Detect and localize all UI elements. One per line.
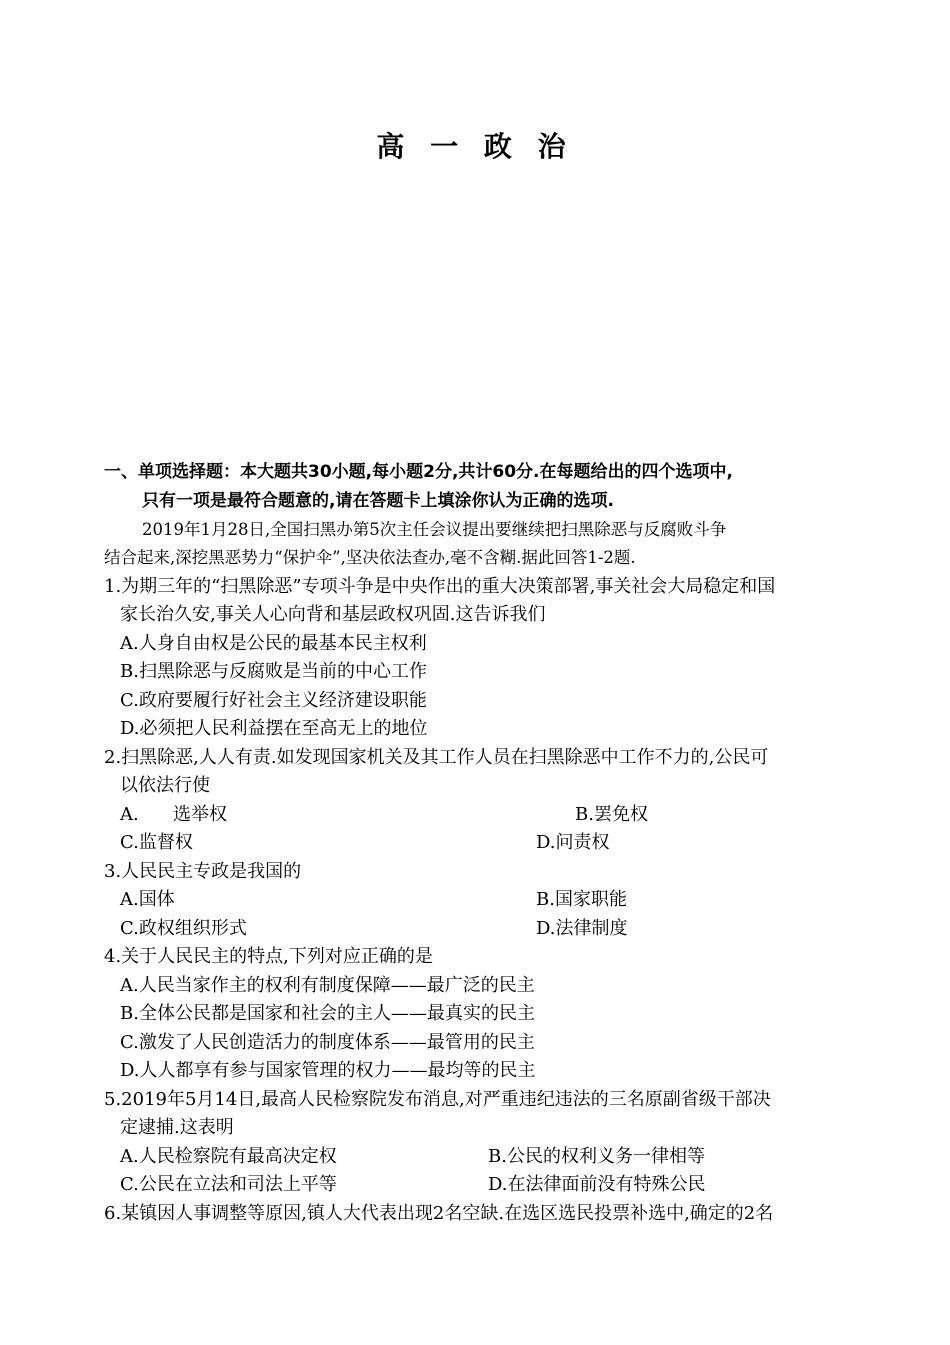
question-5-option-b: B.公民的权利义务一律相等 bbox=[488, 1146, 705, 1167]
question-1-stem-line-1: 1.为期三年的“扫黑除恶”专项斗争是中央作出的重大决策部署,事关社会大局稳定和国 bbox=[104, 576, 776, 597]
question-5-stem-line-2: 定逮捕.这表明 bbox=[120, 1117, 234, 1138]
question-1-stem-line-2: 家长治久安,事关人心向背和基层政权巩固.这告诉我们 bbox=[120, 604, 546, 625]
question-3-option-b: B.国家职能 bbox=[536, 889, 627, 910]
question-1-option-c: C.政府要履行好社会主义经济建设职能 bbox=[120, 690, 427, 711]
question-3-option-c: C.政权组织形式 bbox=[120, 918, 247, 939]
question-2-stem-line-2: 以依法行使 bbox=[120, 775, 210, 796]
question-5-option-c: C.公民在立法和司法上平等 bbox=[120, 1174, 337, 1195]
question-4-option-c: C.激发了人民创造活力的制度体系——最管用的民主 bbox=[120, 1032, 535, 1053]
question-3-option-a: A.国体 bbox=[120, 889, 175, 910]
question-4-stem-line-1: 4.关于人民民主的特点,下列对应正确的是 bbox=[104, 946, 433, 967]
question-4-option-d: D.人人都享有参与国家管理的权力——最均等的民主 bbox=[120, 1060, 536, 1081]
intro-line-1: 2019年1月28日,全国扫黑办第5次主任会议提出要继续把扫黑除恶与反腐败斗争 bbox=[142, 520, 727, 539]
question-6-stem-line-1: 6.某镇因人事调整等原因,镇人大代表出现2名空缺.在选区选民投票补选中,确定的2名 bbox=[104, 1203, 774, 1224]
question-2-option-b: B.罢免权 bbox=[575, 804, 648, 825]
question-5-option-a: A.人民检察院有最高决定权 bbox=[120, 1146, 337, 1167]
question-4-option-a: A.人民当家作主的权利有制度保障——最广泛的民主 bbox=[120, 975, 535, 996]
section-heading-line-2: 只有一项是最符合题意的,请在答题卡上填涂你认为正确的选项. bbox=[142, 491, 614, 511]
question-2-stem-line-1: 2.扫黑除恶,人人有责.如发现国家机关及其工作人员在扫黑除恶中工作不力的,公民可 bbox=[104, 747, 769, 768]
intro-line-2: 结合起来,深挖黑恶势力“保护伞”,坚决依法查办,毫不含糊.据此回答1-2题. bbox=[104, 548, 636, 567]
question-2-option-d: D.问责权 bbox=[536, 832, 610, 853]
question-5-stem-line-1: 5.2019年5月14日,最高人民检察院发布消息,对严重违纪违法的三名原副省级干部决 bbox=[104, 1089, 771, 1110]
question-5-option-d: D.在法律面前没有特殊公民 bbox=[488, 1174, 706, 1195]
question-1-option-d: D.必须把人民利益摆在至高无上的地位 bbox=[120, 718, 428, 739]
question-1-option-a: A.人身自由权是公民的最基本民主权利 bbox=[120, 633, 427, 654]
question-3-option-d: D.法律制度 bbox=[536, 918, 628, 939]
page-title: 高 一 政 治 bbox=[376, 130, 574, 163]
question-4-option-b: B.全体公民都是国家和社会的主人——最真实的民主 bbox=[120, 1003, 535, 1024]
section-heading-line-1: 一、单项选择题：本大题共30小题,每小题2分,共计60分.在每题给出的四个选项中, bbox=[104, 462, 733, 482]
question-3-stem-line-1: 3.人民民主专政是我国的 bbox=[104, 861, 302, 882]
question-2-option-a: A. 选举权 bbox=[120, 804, 228, 825]
question-1-option-b: B.扫黑除恶与反腐败是当前的中心工作 bbox=[120, 661, 427, 682]
question-2-option-c: C.监督权 bbox=[120, 832, 193, 853]
